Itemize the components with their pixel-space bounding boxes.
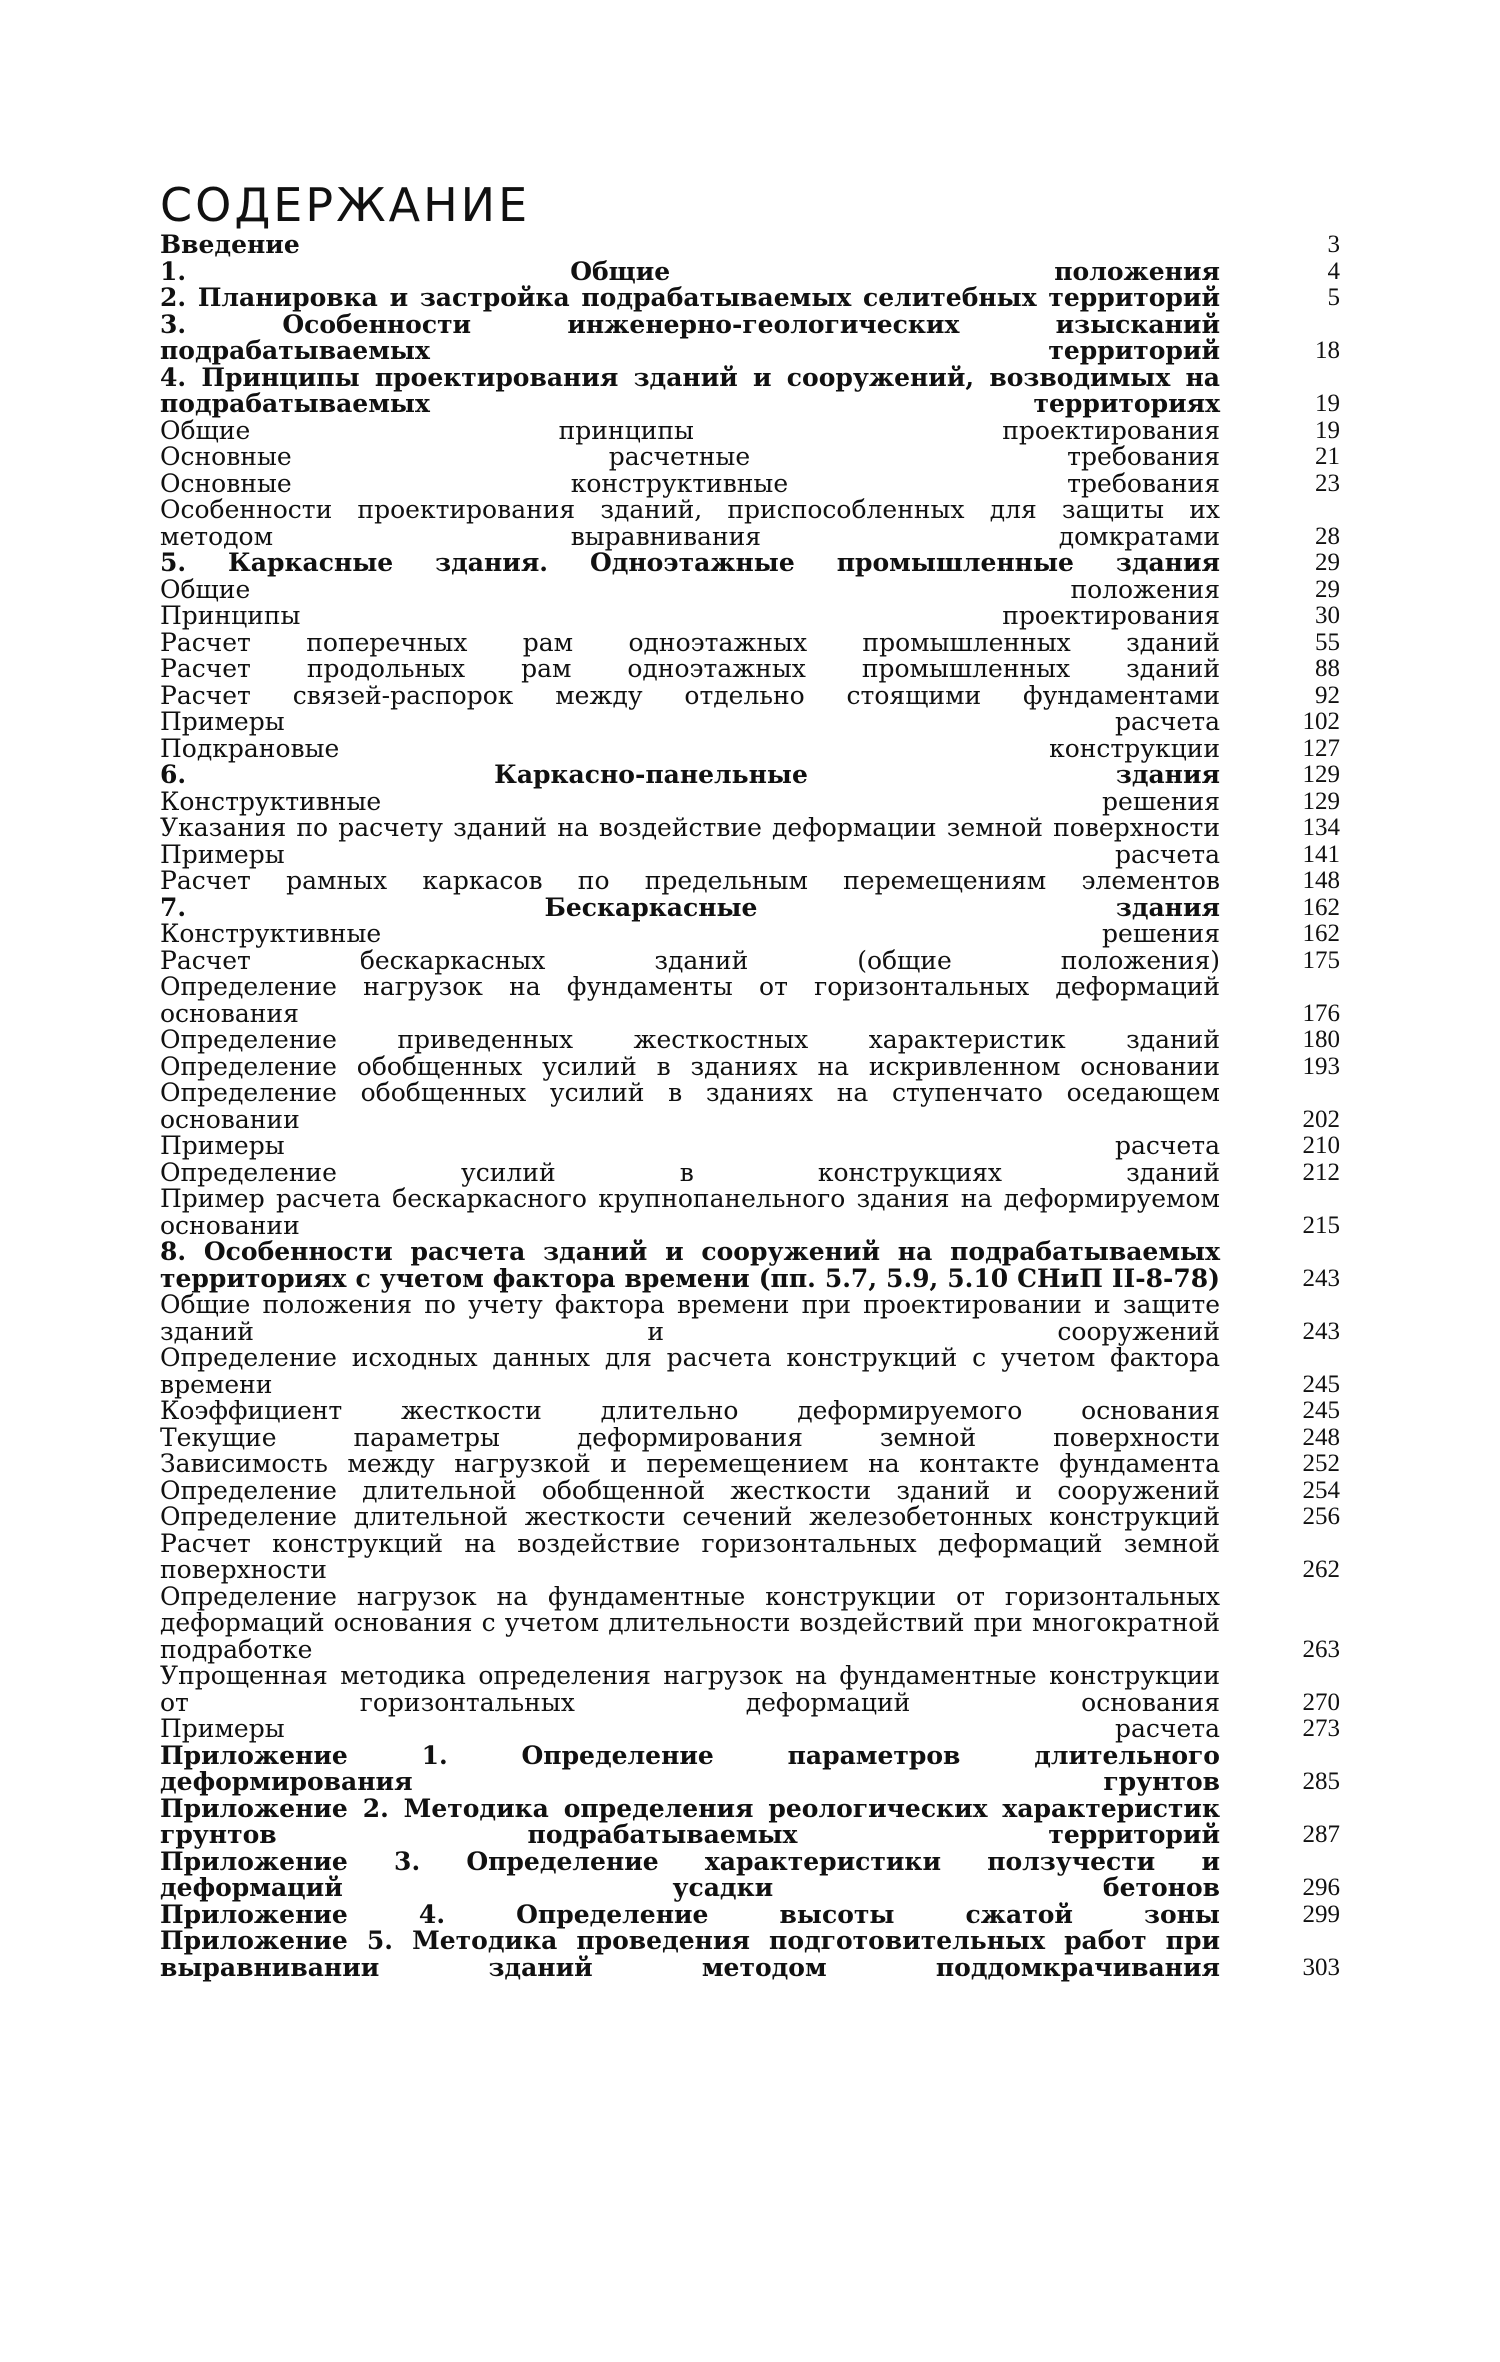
toc-entry-title: Коэффициент жесткости длительно деформируемого основания — [160, 1396, 1220, 1425]
toc-entry-title: Примеры расчета — [160, 1714, 1220, 1743]
toc-entry — [160, 1475, 1340, 1505]
toc-entry-title: 8. Особенности расчета зданий и сооружений на подрабатываемых территориях с учетом фактора времени (пп. 5.7, 5.9, 5.10 СНиП II-8-78) — [160, 1237, 1220, 1293]
toc-entry — [160, 762, 1340, 789]
toc-entry — [160, 1345, 1340, 1398]
toc-entry — [160, 1239, 1340, 1292]
toc-entry — [160, 1793, 1340, 1849]
toc-entry-page: 180 — [1302, 1026, 1340, 1053]
toc-entry-page: 28 — [1315, 522, 1340, 550]
toc-entry-page: 4 — [1327, 257, 1340, 285]
toc-entry-page: 215 — [1302, 1211, 1340, 1239]
toc-entry-page: 102 — [1302, 708, 1340, 735]
toc-entry — [160, 1581, 1340, 1664]
toc-entry-title: Приложение 1. Определение параметров длительного деформирования грунтов — [160, 1740, 1220, 1796]
toc-entry-title: 6. Каркасно-панельные здания — [160, 760, 1220, 789]
toc-entry-page: 212 — [1302, 1158, 1340, 1186]
table-of-contents — [160, 232, 1340, 1981]
toc-entry-page: 5 — [1327, 284, 1340, 311]
toc-entry-title: Зависимость между нагрузкой и перемещением на контакте фундамента — [160, 1449, 1220, 1478]
toc-entry-page: 141 — [1302, 840, 1340, 868]
toc-entry — [160, 974, 1340, 1027]
toc-entry-page: 18 — [1315, 337, 1340, 364]
toc-entry-page: 245 — [1302, 1397, 1340, 1424]
toc-entry — [160, 232, 1340, 259]
toc-entry-page: 162 — [1302, 920, 1340, 947]
toc-entry-page: 202 — [1302, 1105, 1340, 1133]
toc-entry — [160, 656, 1340, 683]
toc-entry-title: Расчет бескаркасных зданий (общие положения) — [160, 945, 1220, 975]
toc-entry-page: 270 — [1302, 1688, 1340, 1716]
toc-entry-page: 175 — [1302, 946, 1340, 974]
toc-entry — [160, 868, 1340, 895]
toc-entry-title: 5. Каркасные здания. Одноэтажные промышленные здания — [160, 548, 1220, 577]
toc-entry-title: Особенности проектирования зданий, приспособленных для защиты их методом выравнивания домкратами — [160, 495, 1220, 551]
toc-entry-title: Приложение 5. Методика проведения подготовительных работ при выравнивании зданий методом поддомкрачивания — [160, 1926, 1220, 1982]
toc-entry-title: Примеры расчета — [160, 1131, 1220, 1160]
toc-entry-title: Приложение 2. Методика определения реологических характеристик грунтов подрабатываемых территорий — [160, 1793, 1220, 1849]
toc-entry — [160, 574, 1340, 604]
toc-entry — [160, 1051, 1340, 1081]
toc-entry — [160, 415, 1340, 445]
toc-entry-page: 273 — [1302, 1715, 1340, 1742]
toc-entry-page: 176 — [1302, 999, 1340, 1027]
toc-entry-title: Приложение 4. Определение высоты сжатой зоны — [160, 1899, 1220, 1929]
toc-entry — [160, 1451, 1340, 1478]
toc-entry-title: Определение длительной обобщенной жесткости зданий и сооружений — [160, 1475, 1220, 1505]
toc-entry-page: 254 — [1302, 1476, 1340, 1504]
toc-entry — [160, 1398, 1340, 1425]
toc-entry-title: Примеры расчета — [160, 839, 1220, 869]
toc-entry-page: 285 — [1302, 1768, 1340, 1795]
toc-entry — [160, 1899, 1340, 1929]
toc-entry-title: Расчет связей-распорок между отдельно стоящими фундаментами — [160, 680, 1220, 710]
toc-entry-title: Определение обобщенных усилий в зданиях на ступенчато оседающем основании — [160, 1078, 1220, 1134]
toc-entry-title: Примеры расчета — [160, 707, 1220, 736]
toc-entry-page: 3 — [1327, 231, 1340, 258]
toc-entry-page: 252 — [1302, 1450, 1340, 1477]
toc-entry-page: 193 — [1302, 1052, 1340, 1080]
page-title: СОДЕРЖАНИЕ — [160, 178, 531, 232]
toc-entry-title: Определение обобщенных усилий в зданиях на искривленном основании — [160, 1051, 1220, 1081]
toc-entry — [160, 1740, 1340, 1796]
toc-entry — [160, 1186, 1340, 1239]
toc-entry-page: 299 — [1302, 1900, 1340, 1928]
toc-entry-title: Определение нагрузок на фундаменты от горизонтальных деформаций основания — [160, 972, 1220, 1028]
toc-entry — [160, 468, 1340, 498]
toc-entry-page: 21 — [1315, 443, 1340, 470]
toc-entry-title: Общие положения по учету фактора времени при проектировании и защите зданий и сооружений — [160, 1290, 1220, 1346]
toc-entry-page: 92 — [1315, 681, 1340, 709]
toc-entry — [160, 627, 1340, 657]
toc-entry-title: Основные конструктивные требования — [160, 468, 1220, 498]
toc-entry-page: 243 — [1302, 1264, 1340, 1292]
toc-entry-title: 1. Общие положения — [160, 256, 1220, 286]
toc-entry-title: Упрощенная методика определения нагрузок на фундаментные конструкции от горизонтальных деформаций основания — [160, 1661, 1220, 1717]
toc-entry — [160, 921, 1340, 948]
toc-entry-title: 3. Особенности инженерно-геологических изысканий подрабатываемых территорий — [160, 309, 1220, 365]
toc-entry-page: 30 — [1315, 602, 1340, 629]
toc-entry-page: 263 — [1302, 1635, 1340, 1663]
toc-entry — [160, 786, 1340, 816]
toc-entry — [160, 1133, 1340, 1160]
toc-entry-page: 129 — [1302, 761, 1340, 788]
toc-entry-title: Приложение 3. Определение характеристики ползучести и деформаций усадки бетонов — [160, 1846, 1220, 1902]
toc-entry — [160, 1528, 1340, 1584]
toc-entry-page: 55 — [1315, 628, 1340, 656]
toc-entry-title: Подкрановые конструкции — [160, 733, 1220, 763]
toc-entry — [160, 309, 1340, 365]
toc-entry-title: 4. Принципы проектирования зданий и сооружений, возводимых на подрабатываемых территориях — [160, 362, 1220, 418]
toc-entry-page: 243 — [1302, 1317, 1340, 1345]
toc-entry-title: Введение — [160, 230, 300, 259]
toc-entry-page: 134 — [1302, 814, 1340, 841]
toc-entry-title: Пример расчета бескаркасного крупнопанельного здания на деформируемом основании — [160, 1184, 1220, 1240]
toc-entry-title: Расчет продольных рам одноэтажных промышленных зданий — [160, 654, 1220, 683]
toc-entry — [160, 709, 1340, 736]
toc-entry-page: 129 — [1302, 787, 1340, 815]
toc-entry-title: Текущие параметры деформирования земной поверхности — [160, 1422, 1220, 1452]
toc-entry — [160, 550, 1340, 577]
toc-entry-title: Расчет конструкций на воздействие горизонтальных деформаций земной поверхности — [160, 1528, 1220, 1584]
toc-entry-page: 248 — [1302, 1423, 1340, 1451]
toc-entry-page: 88 — [1315, 655, 1340, 682]
toc-entry — [160, 1663, 1340, 1716]
toc-entry-title: Общие положения — [160, 574, 1220, 604]
toc-entry — [160, 892, 1340, 922]
toc-entry — [160, 1157, 1340, 1187]
toc-entry-title: Указания по расчету зданий на воздействие деформации земной поверхности — [160, 813, 1220, 842]
toc-entry-title: Конструктивные решения — [160, 786, 1220, 816]
toc-entry — [160, 945, 1340, 975]
toc-entry — [160, 603, 1340, 630]
toc-entry — [160, 733, 1340, 763]
toc-entry-page: 148 — [1302, 867, 1340, 894]
toc-entry — [160, 1928, 1340, 1981]
toc-entry-page: 29 — [1315, 549, 1340, 576]
toc-entry — [160, 839, 1340, 869]
toc-entry-page: 29 — [1315, 575, 1340, 603]
toc-entry-page: 296 — [1302, 1874, 1340, 1901]
toc-entry-title: Расчет рамных каркасов по предельным перемещениям элементов — [160, 866, 1220, 895]
toc-entry-title: Определение усилий в конструкциях зданий — [160, 1157, 1220, 1187]
toc-entry — [160, 1716, 1340, 1743]
toc-entry — [160, 1027, 1340, 1054]
toc-entry-page: 19 — [1315, 416, 1340, 444]
toc-entry-title: Определение нагрузок на фундаментные конструкции от горизонтальных деформаций основания с учетом длительности воздействий при многократной подработке — [160, 1581, 1220, 1664]
toc-entry-title: Определение исходных данных для расчета конструкций с учетом фактора времени — [160, 1343, 1220, 1399]
toc-entry-title: 2. Планировка и застройка подрабатываемых селитебных территорий — [160, 283, 1220, 312]
toc-entry-title: Основные расчетные требования — [160, 442, 1220, 471]
toc-entry — [160, 680, 1340, 710]
toc-entry — [160, 256, 1340, 286]
toc-entry-title: Общие принципы проектирования — [160, 415, 1220, 445]
toc-entry-title: Конструктивные решения — [160, 919, 1220, 948]
toc-entry — [160, 1422, 1340, 1452]
toc-entry — [160, 497, 1340, 550]
toc-entry-page: 245 — [1302, 1370, 1340, 1398]
toc-entry — [160, 1846, 1340, 1902]
toc-entry-title: 7. Бескаркасные здания — [160, 892, 1220, 922]
toc-entry-page: 256 — [1302, 1503, 1340, 1530]
toc-entry-title: Определение длительной жесткости сечений железобетонных конструкций — [160, 1502, 1220, 1531]
toc-entry — [160, 815, 1340, 842]
toc-entry-page: 262 — [1302, 1556, 1340, 1583]
toc-entry — [160, 1080, 1340, 1133]
toc-entry-page: 162 — [1302, 893, 1340, 921]
toc-entry-page: 19 — [1315, 390, 1340, 417]
toc-entry-title: Расчет поперечных рам одноэтажных промышленных зданий — [160, 627, 1220, 657]
toc-entry-page: 127 — [1302, 734, 1340, 762]
toc-entry-page: 210 — [1302, 1132, 1340, 1159]
toc-entry — [160, 1504, 1340, 1531]
toc-entry-title: Определение приведенных жесткостных характеристик зданий — [160, 1025, 1220, 1054]
toc-entry-page: 287 — [1302, 1821, 1340, 1848]
toc-entry — [160, 444, 1340, 471]
toc-entry — [160, 285, 1340, 312]
toc-entry — [160, 1292, 1340, 1345]
toc-entry-title: Принципы проектирования — [160, 601, 1220, 630]
toc-entry — [160, 362, 1340, 418]
toc-entry-page: 303 — [1302, 1953, 1340, 1981]
toc-entry-page: 23 — [1315, 469, 1340, 497]
